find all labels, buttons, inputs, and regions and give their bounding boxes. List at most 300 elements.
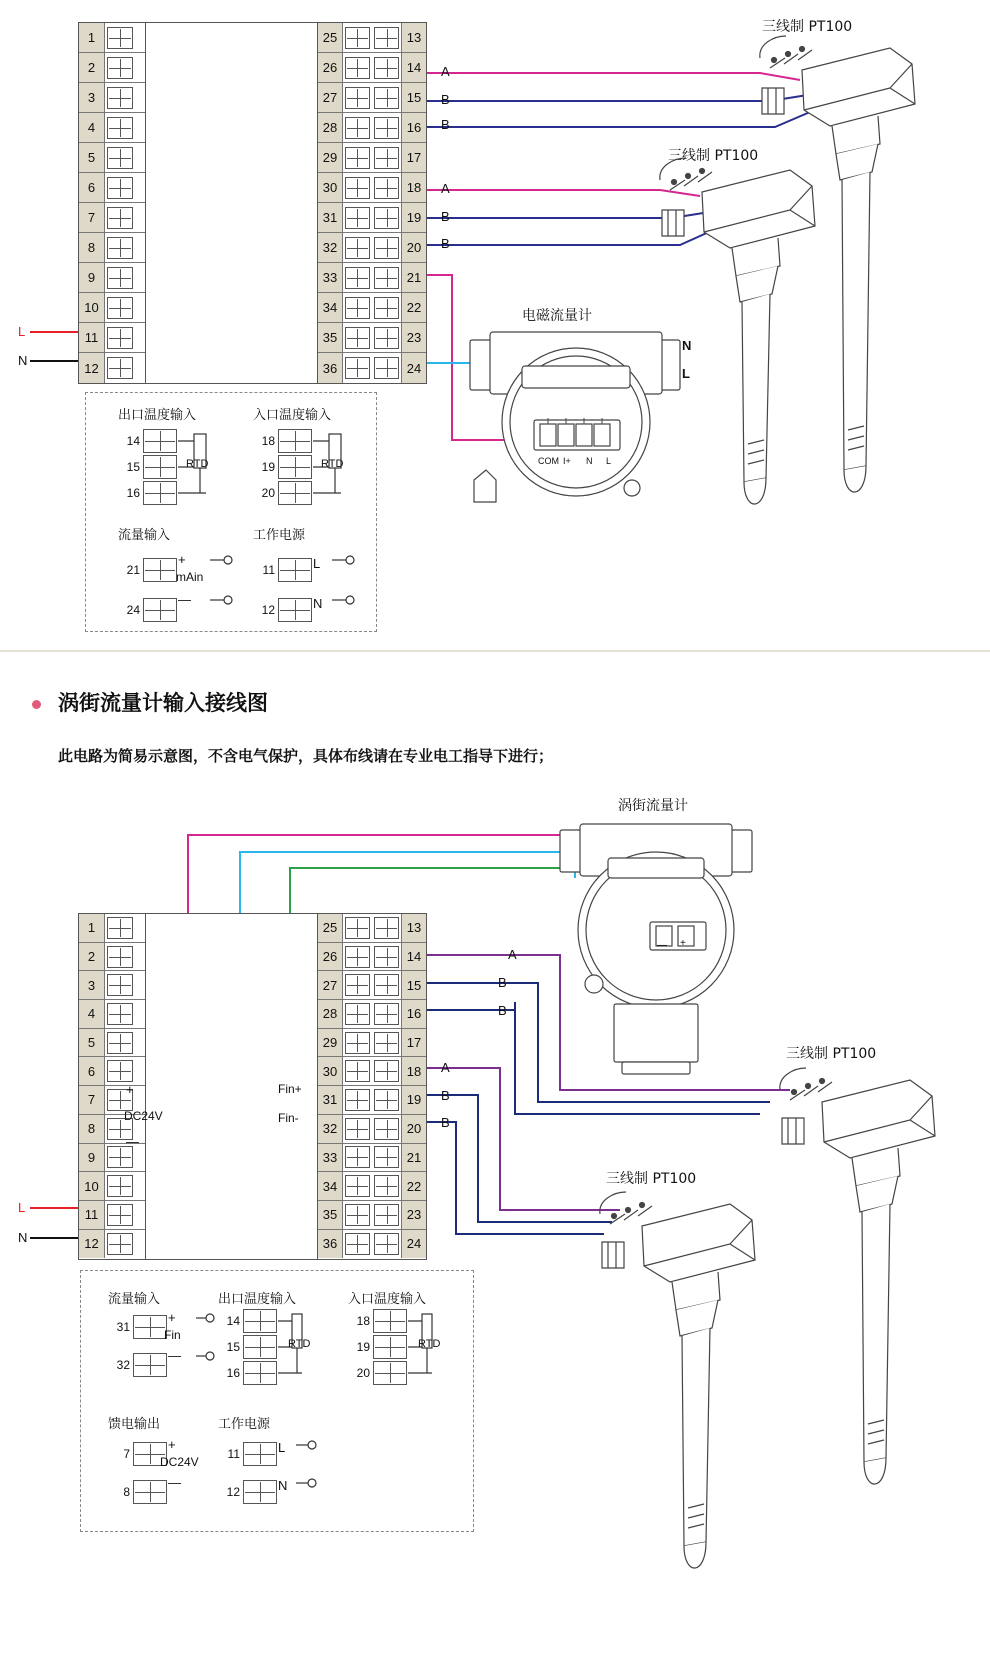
terminal-screw-icon [374,117,399,139]
terminal-row [79,143,145,173]
terminal-screw-icon [345,297,370,319]
terminal-screw-icon [374,207,399,229]
section-divider [0,650,990,652]
terminal-number: 33 [318,1144,343,1172]
vortex-flowmeter-graphic [552,818,822,1078]
terminal-row [318,1172,426,1201]
terminal-number: 22 [401,293,426,322]
terminal-screw-icon [143,481,177,505]
top-legend-power-group [253,550,312,630]
terminal-screw-icon [345,357,370,379]
bottom-legend-power-n: N [278,1478,288,1493]
flowmeter-terminal-n: N [586,456,593,466]
terminal-screw-icon [374,1233,399,1255]
terminal-number: 1 [79,23,105,52]
terminal-number: 18 [401,1057,426,1085]
terminal-row [79,1230,145,1259]
terminal-number: 21 [401,1144,426,1172]
terminal-number: 4 [79,113,105,142]
terminal-number: 12 [79,1230,105,1259]
terminal-screw-icon [107,1146,133,1168]
top-legend-inlet-temp-title: 入口温度输入 [253,408,332,423]
terminal-number: 26 [318,943,343,971]
bottom-wire-label-a1: A [508,947,517,962]
terminal-screw-icon [345,237,370,259]
terminal-screw-icon [107,57,133,79]
terminal-row [318,1230,426,1259]
terminal-row [79,113,145,143]
terminal-number: 20 [401,1115,426,1143]
terminal-number: 28 [318,1000,343,1028]
terminal-screw-icon [345,177,370,199]
terminal-number: 24 [401,1230,426,1259]
terminal-screw-icon [345,1233,370,1255]
terminal-number: 7 [79,1086,105,1114]
bottom-wire-label-b4: B [441,1115,450,1130]
terminal-number: 35 [318,1201,343,1229]
terminal-number: 17 [401,1029,426,1057]
terminal-row [318,943,426,972]
terminal-screw-icon [345,1175,370,1197]
terminal-screw-icon [278,429,312,453]
pt100-bottom-lower-graphic [580,1186,840,1656]
bottom-legend-outlet-title: 出口温度输入 [218,1292,297,1307]
terminal-row [318,1201,426,1230]
flowmeter-terminal-ip: I+ [563,456,571,466]
terminal-row [318,173,426,203]
terminal-screw-icon [374,1032,399,1054]
terminal-screw-icon [107,297,133,319]
terminal-screw-icon [374,1204,399,1226]
terminal-number: 6 [79,173,105,202]
top-power-L: L [18,324,26,339]
bottom-legend-outlet-group [218,1308,277,1386]
terminal-row [318,233,426,263]
terminal-screw-icon [345,27,370,49]
top-legend-outlet-temp-group [118,428,177,506]
terminal-number: 23 [401,323,426,352]
terminal-screw-icon [278,455,312,479]
bottom-rtd-symbol-1 [278,1308,342,1394]
terminal-screw-icon [143,429,177,453]
pt100-bottom-lower-label: 三线制 PT100 [606,1171,697,1187]
terminal-number: 22 [401,1172,426,1200]
terminal-screw-icon [374,1175,399,1197]
terminal-screw-icon [345,946,370,968]
terminal-screw-icon [107,1060,133,1082]
terminal-number: 13 [401,23,426,52]
terminal-row [79,23,145,53]
mini-num: 18 [261,434,275,448]
terminal-row [79,971,145,1000]
terminal-screw-icon [345,327,370,349]
terminal-screw-icon [107,147,133,169]
terminal-row [318,971,426,1000]
terminal-number: 30 [318,173,343,202]
terminal-number: 14 [401,53,426,82]
terminal-row [79,353,145,383]
terminal-screw-icon [374,946,399,968]
terminal-screw-icon [345,57,370,79]
top-legend-power-n: N [313,596,323,611]
terminal-row [79,173,145,203]
section-bullet-icon [32,700,41,709]
mini-num: 11 [227,1447,240,1461]
terminal-screw-icon [345,87,370,109]
terminal-screw-icon [243,1309,277,1333]
bottom-dc-label: DC24V [124,1109,163,1123]
top-wire-label-b2: B [441,117,450,132]
top-legend-inlet-temp-group [253,428,312,506]
mini-num: 21 [126,563,140,577]
terminal-screw-icon [107,1003,133,1025]
bottom-legend-flow-minus: — [168,1348,181,1363]
terminal-screw-icon [373,1361,407,1385]
top-legend-outlet-temp-title: 出口温度输入 [118,408,197,423]
terminal-screw-icon [374,1118,399,1140]
terminal-row [318,113,426,143]
terminal-screw-icon [107,357,133,379]
bottom-legend-feed-group [108,1435,167,1511]
terminal-screw-icon [107,207,133,229]
section-title: 涡街流量计输入接线图 [58,691,268,715]
terminal-screw-icon [278,558,312,582]
terminal-number: 32 [318,1115,343,1143]
terminal-number: 12 [79,353,105,383]
terminal-number: 36 [318,353,343,383]
terminal-number: 35 [318,323,343,352]
terminal-number: 27 [318,971,343,999]
terminal-row [318,293,426,323]
terminal-number: 29 [318,1029,343,1057]
terminal-row [79,1201,145,1230]
bottom-fin-minus-label: Fin- [278,1111,299,1125]
terminal-screw-icon [143,558,177,582]
bottom-right-terminal-block [317,913,427,1260]
terminal-number: 4 [79,1000,105,1028]
terminal-screw-icon [345,1032,370,1054]
flowmeter-terminal-com: COM [538,456,559,466]
mini-num: 32 [116,1358,130,1372]
terminal-screw-icon [374,297,399,319]
terminal-number: 11 [79,323,105,352]
top-legend-flow-minus: — [178,592,191,607]
top-wire-label-b3: B [441,209,450,224]
top-legend-rtd-2: RTD [321,458,344,470]
bottom-legend-power-group [218,1435,277,1511]
terminal-row [318,1029,426,1058]
terminal-number: 2 [79,53,105,82]
terminal-screw-icon [345,1060,370,1082]
vortex-terminal-plus: + [680,938,686,949]
bottom-wire-label-a2: A [441,1060,450,1075]
terminal-screw-icon [374,1146,399,1168]
terminal-number: 27 [318,83,343,112]
top-left-terminal-block [78,22,146,384]
terminal-screw-icon [278,481,312,505]
terminal-screw-icon [374,1089,399,1111]
vortex-terminal-minus: — [657,940,667,951]
top-legend-flow-input-title: 流量输入 [118,528,171,543]
bottom-legend-inlet-group [348,1308,407,1386]
bottom-fin-plus-label: Fin+ [278,1082,302,1096]
mini-num: 19 [356,1340,370,1354]
terminal-row [79,53,145,83]
mini-num: 31 [116,1320,130,1334]
terminal-number: 9 [79,1144,105,1172]
bottom-legend-feed-title: 馈电输出 [108,1417,161,1432]
bottom-legend-flow-plus: + [168,1310,176,1325]
bottom-legend-dc24v-tag: DC24V [160,1455,199,1469]
vortex-flowmeter-label: 涡街流量计 [618,798,688,814]
terminal-number: 26 [318,53,343,82]
top-wire-label-a1: A [441,64,450,79]
terminal-screw-icon [107,237,133,259]
terminal-number: 10 [79,1172,105,1200]
terminal-screw-icon [143,598,177,622]
bottom-legend-power-title: 工作电源 [218,1417,271,1432]
terminal-screw-icon [345,1204,370,1226]
terminal-screw-icon [107,946,133,968]
flowmeter-terminal-l: L [606,456,612,466]
terminal-number: 28 [318,113,343,142]
mini-num: 8 [123,1485,130,1499]
terminal-row [79,293,145,323]
terminal-number: 3 [79,83,105,112]
terminal-number: 29 [318,143,343,172]
terminal-screw-icon [107,87,133,109]
top-legend-power-l: L [313,556,321,571]
terminal-row [79,203,145,233]
terminal-row [318,1057,426,1086]
top-legend-main-tag: mAin [176,570,204,584]
terminal-number: 25 [318,914,343,942]
terminal-screw-icon [107,327,133,349]
bottom-left-terminal-block [78,913,146,1260]
top-rtd-symbol-2 [313,428,383,514]
mini-num: 14 [126,434,140,448]
terminal-screw-icon [107,1032,133,1054]
terminal-row [318,914,426,943]
terminal-row [79,1000,145,1029]
terminal-row [318,1086,426,1115]
terminal-screw-icon [243,1361,277,1385]
terminal-number: 23 [401,1201,426,1229]
mini-num: 11 [262,563,275,577]
bottom-legend-rtd-2: RTD [418,1338,441,1350]
terminal-row [318,23,426,53]
terminal-number: 25 [318,23,343,52]
mini-num: 18 [356,1314,370,1328]
terminal-number: 16 [401,1000,426,1028]
terminal-number: 5 [79,143,105,172]
terminal-number: 14 [401,943,426,971]
bottom-power-terminal-links [296,1437,342,1495]
pt100-bottom-right-label: 三线制 PT100 [786,1046,877,1062]
terminal-screw-icon [345,117,370,139]
terminal-number: 6 [79,1057,105,1085]
terminal-screw-icon [133,1315,167,1339]
mini-num: 20 [356,1366,370,1380]
terminal-screw-icon [345,1089,370,1111]
bottom-legend-rtd-1: RTD [288,1338,311,1350]
mini-num: 24 [126,603,140,617]
terminal-screw-icon [133,1480,167,1504]
bottom-legend-feed-minus: — [168,1475,181,1490]
terminal-number: 5 [79,1029,105,1057]
terminal-screw-icon [133,1353,167,1377]
bottom-legend-flow-title: 流量输入 [108,1292,161,1307]
pt100-mid-label: 三线制 PT100 [668,148,759,164]
terminal-number: 15 [401,83,426,112]
terminal-number: 8 [79,233,105,262]
terminal-screw-icon [243,1335,277,1359]
terminal-screw-icon [374,267,399,289]
terminal-row [318,323,426,353]
terminal-screw-icon [374,27,399,49]
top-wire-label-b4: B [441,236,450,251]
terminal-screw-icon [345,917,370,939]
terminal-row [79,323,145,353]
mini-num: 12 [261,603,275,617]
electromagnetic-flowmeter-graphic [462,320,722,550]
terminal-row [79,914,145,943]
terminal-screw-icon [143,455,177,479]
top-legend-flow-group [118,550,177,630]
terminal-screw-icon [374,974,399,996]
electromagnetic-flowmeter-label: 电磁流量计 [522,308,592,324]
bottom-dc-minus: — [126,1134,139,1149]
terminal-row [318,203,426,233]
terminal-screw-icon [243,1480,277,1504]
mini-num: 7 [123,1447,130,1461]
terminal-screw-icon [345,974,370,996]
terminal-screw-icon [374,327,399,349]
terminal-screw-icon [107,267,133,289]
terminal-number: 18 [401,173,426,202]
terminal-number: 13 [401,914,426,942]
terminal-screw-icon [107,1233,133,1255]
bottom-power-L: L [18,1200,26,1215]
terminal-screw-icon [374,1060,399,1082]
terminal-screw-icon [374,357,399,379]
terminal-screw-icon [278,598,312,622]
terminal-row [318,1000,426,1029]
terminal-number: 34 [318,1172,343,1200]
terminal-screw-icon [374,147,399,169]
terminal-row [318,263,426,293]
terminal-screw-icon [374,917,399,939]
terminal-row [79,83,145,113]
bottom-legend-feed-plus: + [168,1437,176,1452]
terminal-number: 30 [318,1057,343,1085]
top-power-N: N [18,353,28,368]
terminal-screw-icon [107,27,133,49]
terminal-screw-icon [345,267,370,289]
mini-num: 12 [226,1485,240,1499]
terminal-number: 20 [401,233,426,262]
terminal-screw-icon [345,1003,370,1025]
top-legend-flow-plus: + [178,552,186,567]
terminal-row [79,1029,145,1058]
top-right-terminal-block [317,22,427,384]
terminal-number: 32 [318,233,343,262]
mini-num: 16 [126,486,140,500]
terminal-number: 9 [79,263,105,292]
terminal-number: 31 [318,203,343,232]
terminal-number: 36 [318,1230,343,1259]
terminal-number: 21 [401,263,426,292]
terminal-screw-icon [345,1118,370,1140]
flowmeter-power-l: L [682,366,690,381]
terminal-number: 16 [401,113,426,142]
terminal-number: 33 [318,263,343,292]
terminal-number: 31 [318,1086,343,1114]
terminal-row [318,83,426,113]
bottom-wire-label-b3: B [441,1088,450,1103]
mini-num: 20 [261,486,275,500]
terminal-screw-icon [345,147,370,169]
bottom-wire-label-b2: B [498,1003,507,1018]
top-legend-power-title: 工作电源 [253,528,306,543]
terminal-number: 7 [79,203,105,232]
terminal-screw-icon [345,1146,370,1168]
top-rtd-symbol-1 [178,428,248,514]
terminal-number: 17 [401,143,426,172]
terminal-screw-icon [345,207,370,229]
mini-num: 15 [126,460,140,474]
mini-num: 19 [261,460,275,474]
terminal-number: 10 [79,293,105,322]
terminal-number: 11 [79,1201,105,1229]
terminal-row [318,1115,426,1144]
terminal-number: 8 [79,1115,105,1143]
terminal-screw-icon [373,1309,407,1333]
top-legend-rtd-1: RTD [186,458,209,470]
terminal-number: 34 [318,293,343,322]
mini-num: 16 [226,1366,240,1380]
terminal-screw-icon [374,87,399,109]
terminal-screw-icon [107,974,133,996]
terminal-row [318,1144,426,1173]
bottom-power-N: N [18,1230,28,1245]
top-power-terminal-links [332,552,382,612]
terminal-number: 1 [79,914,105,942]
bottom-legend-inlet-title: 入口温度输入 [348,1292,427,1307]
flowmeter-power-n: N [682,338,692,353]
terminal-number: 15 [401,971,426,999]
section-note: 此电路为简易示意图，不含电气保护，具体布线请在专业电工指导下进行； [58,747,554,765]
terminal-screw-icon [107,917,133,939]
terminal-row [318,353,426,383]
top-wire-label-a2: A [441,181,450,196]
terminal-row [79,943,145,972]
bottom-legend-fin-tag: Fin [164,1328,181,1342]
pt100-top-label: 三线制 PT100 [762,19,853,35]
terminal-screw-icon [374,1003,399,1025]
bottom-dc-plus: + [126,1082,134,1097]
bottom-legend-flow-group [108,1308,167,1384]
terminal-screw-icon [243,1442,277,1466]
top-wire-label-b1: B [441,92,450,107]
terminal-screw-icon [107,177,133,199]
terminal-row [79,1057,145,1086]
terminal-number: 19 [401,203,426,232]
bottom-wire-label-b1: B [498,975,507,990]
terminal-screw-icon [374,57,399,79]
terminal-row [79,263,145,293]
terminal-screw-icon [107,1204,133,1226]
